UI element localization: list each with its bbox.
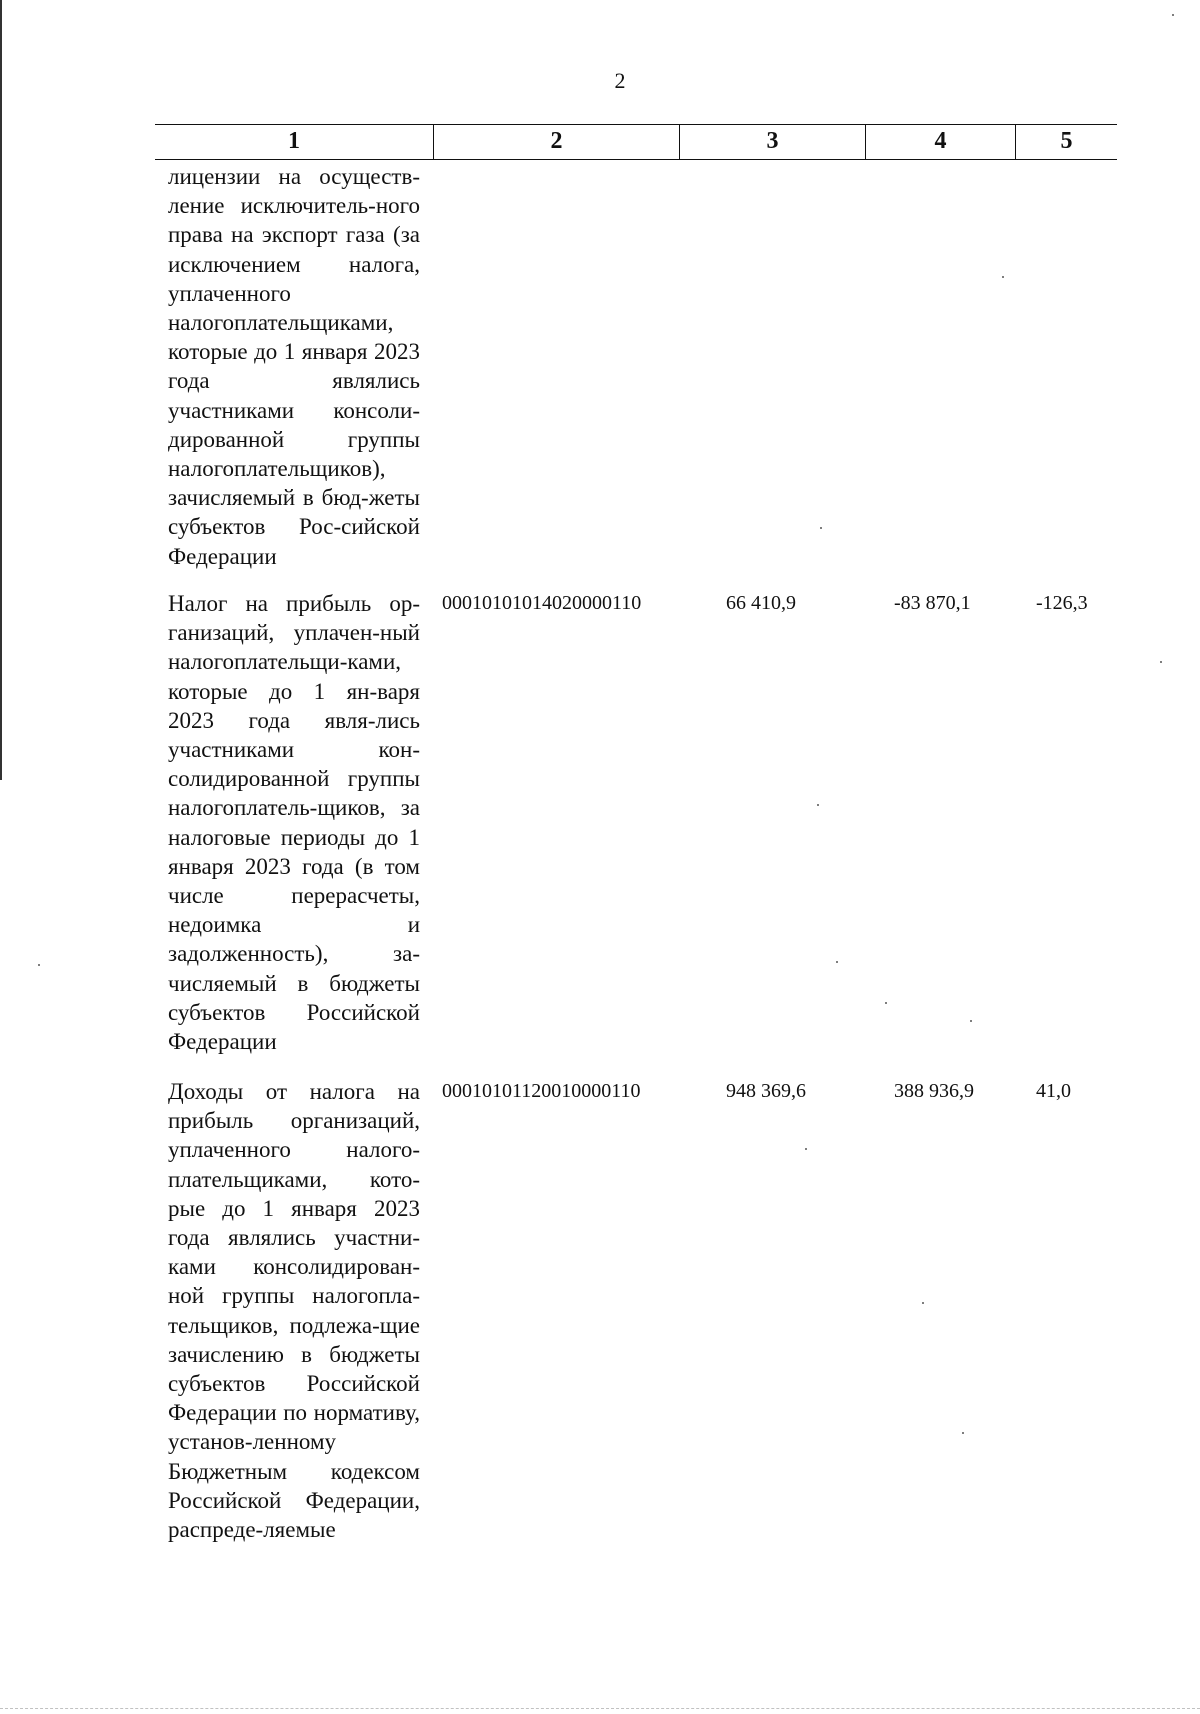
scan-speck	[970, 1020, 972, 1022]
row-description: Налог на прибыль ор-ганизаций, уплачен-ный налогоплательщи-ками, которые до 1 ян-варя 2023 года явля-лись участниками кон-солидированной группы налогоплатель-щиков, за налоговые периоды до 1 января 2023 года (в том числе перерасчеты, недоимка и задолженность), за-числяемый в бюджеты субъектов Российской Федерации	[168, 591, 420, 1055]
row-value-col5: 41,0	[1036, 1080, 1071, 1102]
scan-speck	[1172, 14, 1174, 16]
row-value-col3: 948 369,6	[726, 1080, 806, 1102]
scan-speck	[38, 964, 40, 966]
scan-bottom-edge	[0, 1708, 1200, 1710]
row-value-col3: 66 410,9	[726, 592, 796, 614]
row-code: 00010101014020000110	[442, 592, 642, 614]
row-description: Доходы от налога на прибыль организаций, уплаченного налого-плательщиками, кото-рые до 1 января 2023 года являлись участни-ками консолидирован-ной группы налогопла-тельщиков, подлежа-щие зачислению в бюджеты субъектов Российской Федерации по нормативу, установ-ленному Бюджетным кодексом Российской Федерации, распреде-ляемые	[168, 1079, 420, 1543]
column-header-4: 4	[865, 125, 1015, 159]
scan-speck	[817, 804, 819, 806]
scan-speck	[1160, 661, 1162, 663]
row-value-col4: 388 936,9	[894, 1080, 974, 1102]
scan-speck	[820, 527, 822, 529]
row-value-col4: -83 870,1	[894, 592, 971, 614]
row-value-col5: -126,3	[1036, 592, 1088, 614]
column-header-5: 5	[1015, 125, 1117, 159]
column-header-2: 2	[433, 125, 679, 159]
scan-speck	[836, 961, 838, 963]
scan-speck	[1002, 276, 1004, 278]
row-description: лицензии на осуществ-ление исключитель-ного права на экспорт газа (за исключением налога, уплаченного налогоплательщиками, которые до 1 января 2023 года являлись участниками консоли-дированной группы налогоплательщиков), зачисляемый в бюд-жеты субъектов Рос-сийской Федерации	[168, 164, 420, 569]
scan-speck	[805, 1148, 807, 1150]
scan-speck	[885, 1002, 887, 1004]
column-header-3: 3	[679, 125, 865, 159]
page-number: 2	[614, 68, 626, 93]
row-code: 00010101120010000110	[442, 1080, 641, 1102]
scan-edge-mark	[0, 0, 2, 780]
table-header	[155, 124, 1117, 160]
scan-speck	[962, 1432, 964, 1434]
column-header-1: 1	[288, 128, 300, 154]
scan-speck	[922, 1302, 924, 1304]
